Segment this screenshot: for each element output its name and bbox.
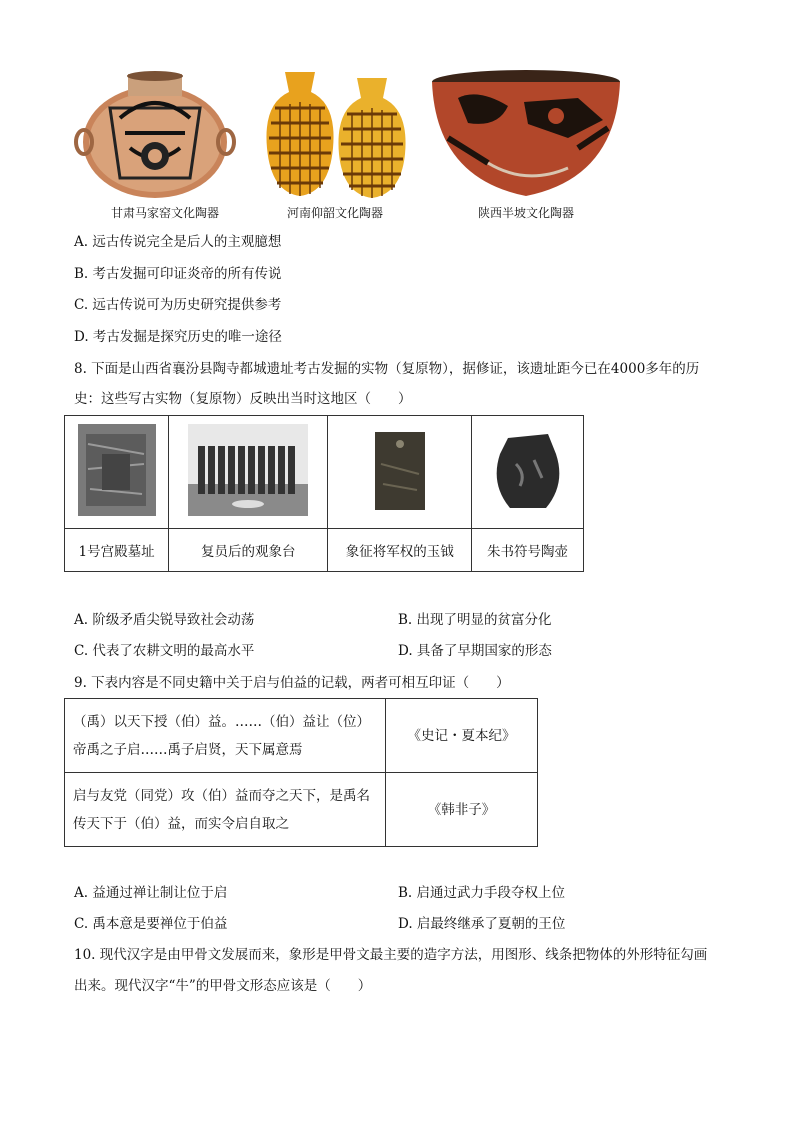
q9-record-text: （禹）以天下授（伯）益。……（伯）益让（位） 帝禹之子启……禹子启贤，天下属意焉 [65, 699, 386, 773]
q9-option-a: A. 益通过禅让制让位于启 [74, 885, 228, 901]
artifact-banpo [428, 68, 628, 218]
q8-cell-label: 象征将军权的玉钺 [328, 529, 472, 572]
artifact-caption: 甘肃马家窑文化陶器 [110, 206, 219, 220]
pottery-jar-icon [70, 68, 240, 200]
painted-bowl-icon [428, 68, 624, 200]
q8-cell-label: 1号宫殿墓址 [65, 529, 169, 572]
q7-option-b: B. 考古发掘可印证炎帝的所有传说 [74, 266, 282, 282]
q9-option-d: D. 启最终继承了夏朝的王位 [398, 916, 566, 932]
artifact-caption: 陕西半坡文化陶器 [477, 206, 574, 220]
q9-record-table [64, 698, 538, 847]
q9-record-source: 《韩非子》 [386, 773, 538, 847]
q10-stem-line2: 出来。现代汉字“牛”的甲骨文形态应该是（ ） [74, 978, 372, 994]
q8-option-c: C. 代表了农耕文明的最高水平 [74, 643, 255, 659]
q8-artifact-table [64, 415, 584, 572]
q8-stem-line2: 史：这些写古实物（复原物）反映出当时这地区（ ） [74, 391, 412, 407]
q8-option-b: B. 出现了明显的贫富分化 [398, 612, 552, 628]
q8-cell-label: 朱书符号陶壶 [472, 529, 584, 572]
q8-stem-line1: 8. 下面是山西省襄汾县陶寺都城遗址考古发掘的实物（复原物），据修证，该遗址距今已在4000多年的历 [74, 361, 700, 377]
q10-stem-line1: 10. 现代汉字是由甲骨文发展而来，象形是甲骨文最主要的造字方法，用图形、线条把物体的外形特征勾画 [74, 947, 708, 963]
q9-stem: 9. 下表内容是不同史籍中关于启与伯益的记载，两者可相互印证（ ） [74, 675, 510, 691]
artifact-majiayao [70, 68, 240, 218]
q9-record-text: 启与友党（同党）攻（伯）益而夺之天下，是禹名 传天下于（伯）益，而实令启自取之 [65, 773, 386, 847]
jade-axe-photo-icon [365, 424, 435, 516]
q8-cell-label: 复员后的观象台 [169, 529, 328, 572]
q7-option-a: A. 远古传说完全是后人的主观臆想 [74, 234, 282, 250]
q8-option-d: D. 具备了早期国家的形态 [398, 643, 552, 659]
q9-record-source: 《史记・夏本纪》 [386, 699, 538, 773]
q9-option-c: C. 禹本意是要禅位于伯益 [74, 916, 228, 932]
observatory-photo-icon [188, 424, 308, 516]
artifact-yangshao [255, 68, 415, 218]
palace-tomb-photo-icon [78, 424, 156, 516]
twin-vase-icon [255, 68, 415, 200]
q9-option-b: B. 启通过武力手段夺权上位 [398, 885, 566, 901]
artifact-caption: 河南仰韶文化陶器 [286, 206, 383, 220]
q7-option-d: D. 考古发掘是探究历史的唯一途径 [74, 329, 282, 345]
q7-option-c: C. 远古传说可为历史研究提供参考 [74, 297, 282, 313]
pottery-pot-photo-icon [486, 424, 570, 516]
q8-option-a: A. 阶级矛盾尖锐导致社会动荡 [74, 612, 255, 628]
